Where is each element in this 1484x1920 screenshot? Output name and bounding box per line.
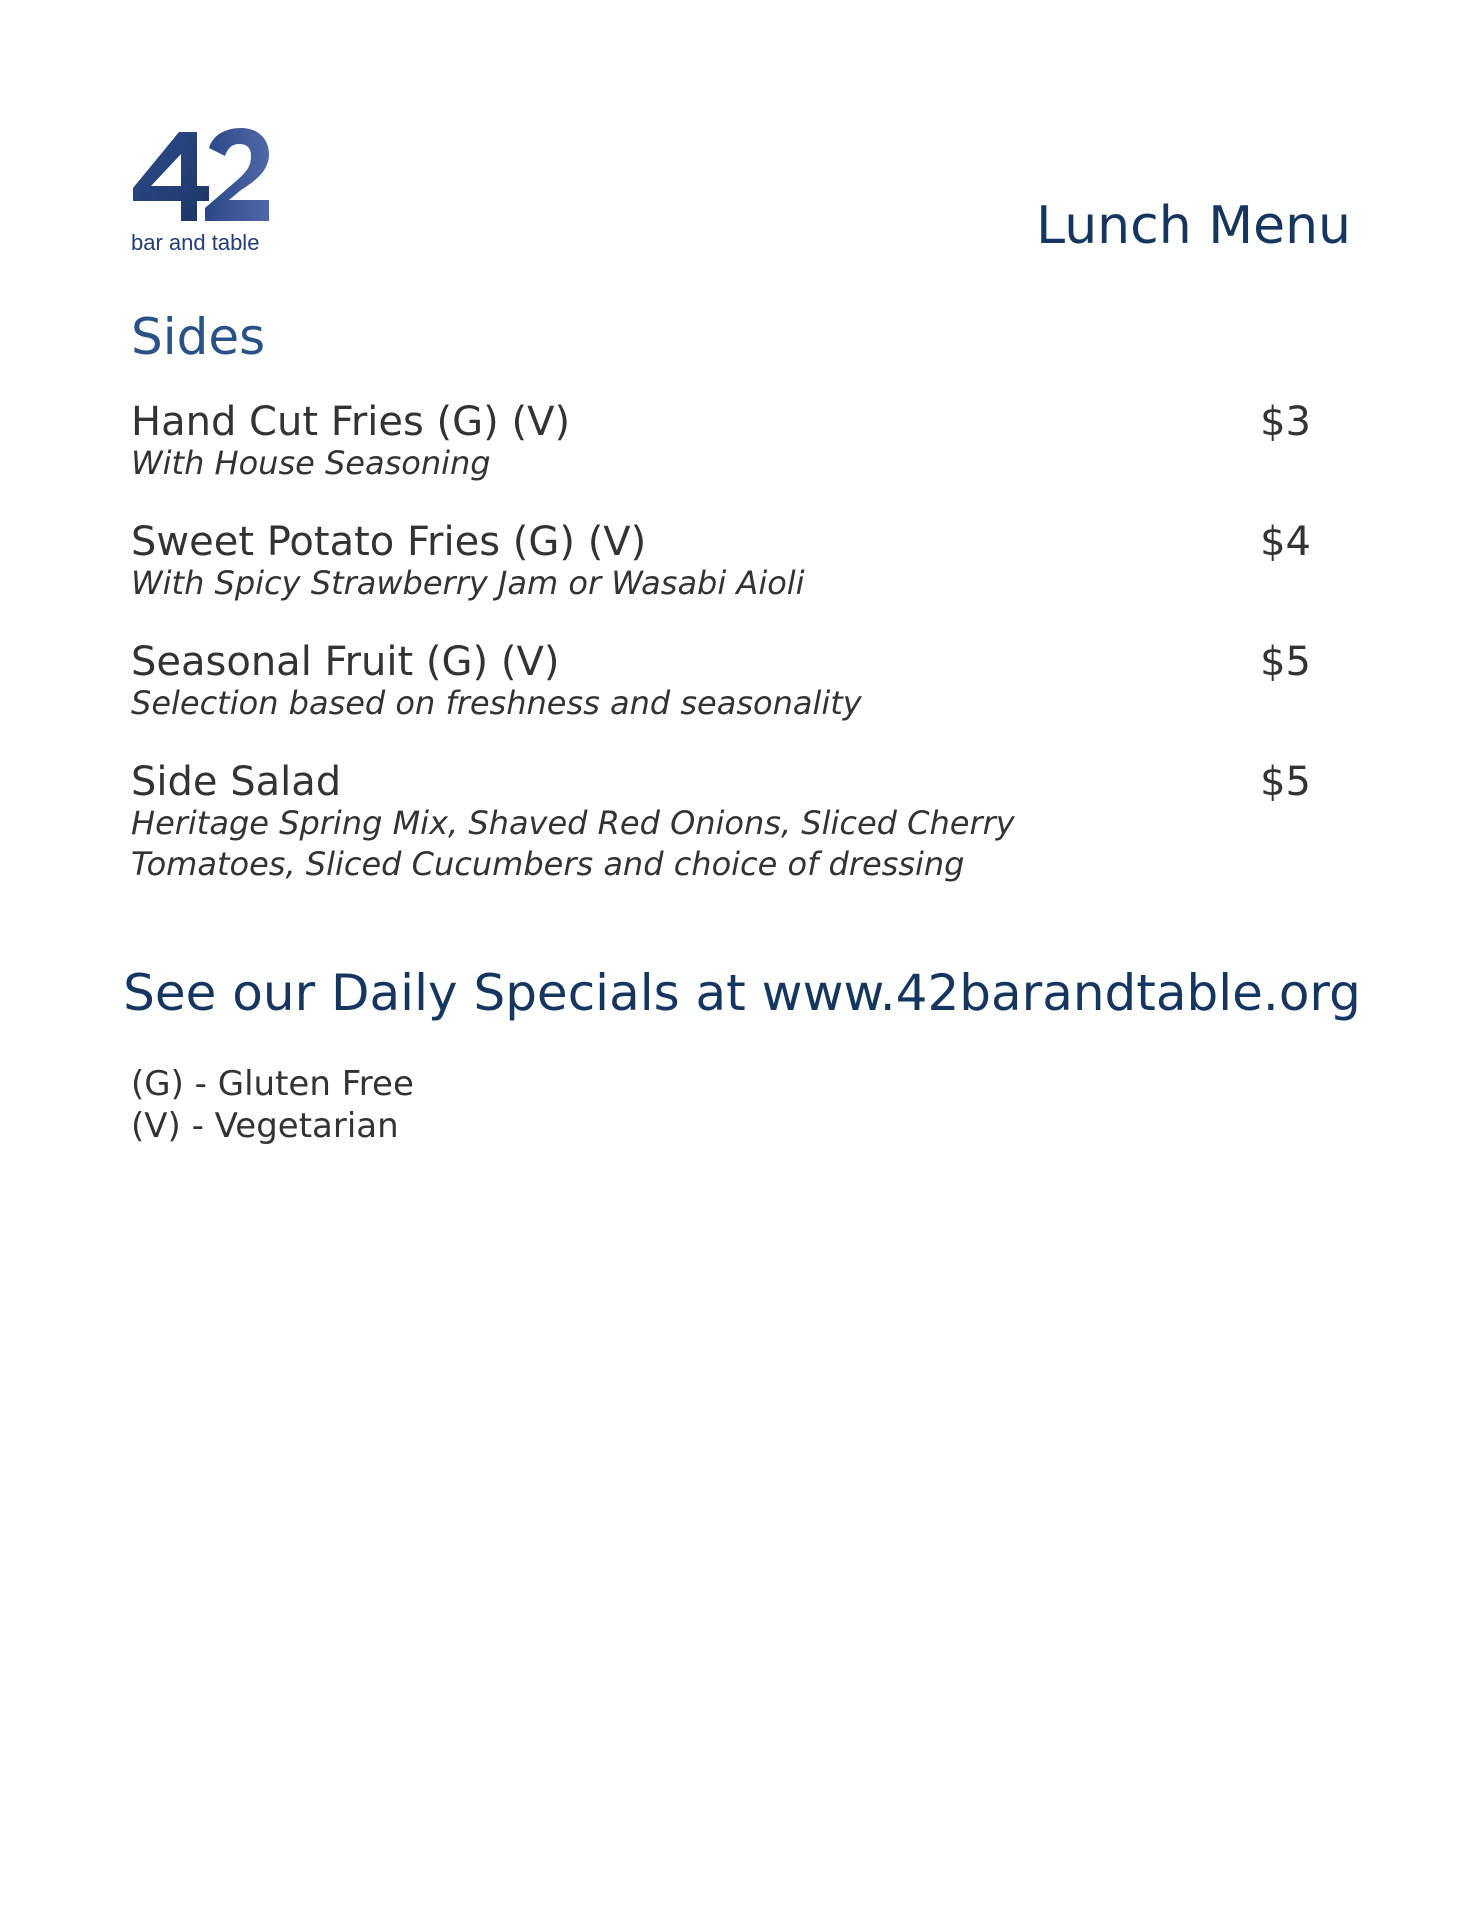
item-description: With House Seasoning	[131, 444, 491, 482]
brand-logo	[131, 126, 271, 261]
item-price: $5	[1260, 759, 1311, 805]
legend-item-gluten-free: (G) - Gluten Free	[131, 1064, 414, 1104]
item-name: Hand Cut Fries (G) (V)	[131, 399, 571, 445]
menu-item	[131, 518, 1311, 604]
logo-mark	[131, 126, 271, 226]
item-name: Side Salad	[131, 759, 342, 805]
item-price: $5	[1260, 639, 1311, 685]
menu-item	[131, 638, 1311, 724]
logo-42-graphic	[131, 126, 271, 226]
logo-tagline: bar and table	[131, 230, 260, 255]
menu-item	[131, 398, 1311, 484]
section-title: Sides	[131, 308, 266, 366]
dietary-legend	[131, 1063, 414, 1147]
menu-items-list	[131, 398, 1311, 919]
item-name: Seasonal Fruit (G) (V)	[131, 639, 560, 685]
daily-specials-link[interactable]: See our Daily Specials at www.42barandtable.org	[123, 964, 1361, 1022]
legend-item-vegetarian: (V) - Vegetarian	[131, 1106, 399, 1146]
item-description: Heritage Spring Mix, Shaved Red Onions, Sliced Cherry Tomatoes, Sliced Cucumbers and choice of dressing	[131, 804, 1015, 883]
item-name: Sweet Potato Fries (G) (V)	[131, 519, 647, 565]
menu-item	[131, 758, 1311, 885]
item-description: Selection based on freshness and seasonality	[131, 684, 862, 722]
item-price: $4	[1260, 519, 1311, 565]
item-description: With Spicy Strawberry Jam or Wasabi Aioli	[131, 564, 805, 602]
menu-title: Lunch Menu	[1036, 196, 1351, 256]
item-price: $3	[1260, 399, 1311, 445]
